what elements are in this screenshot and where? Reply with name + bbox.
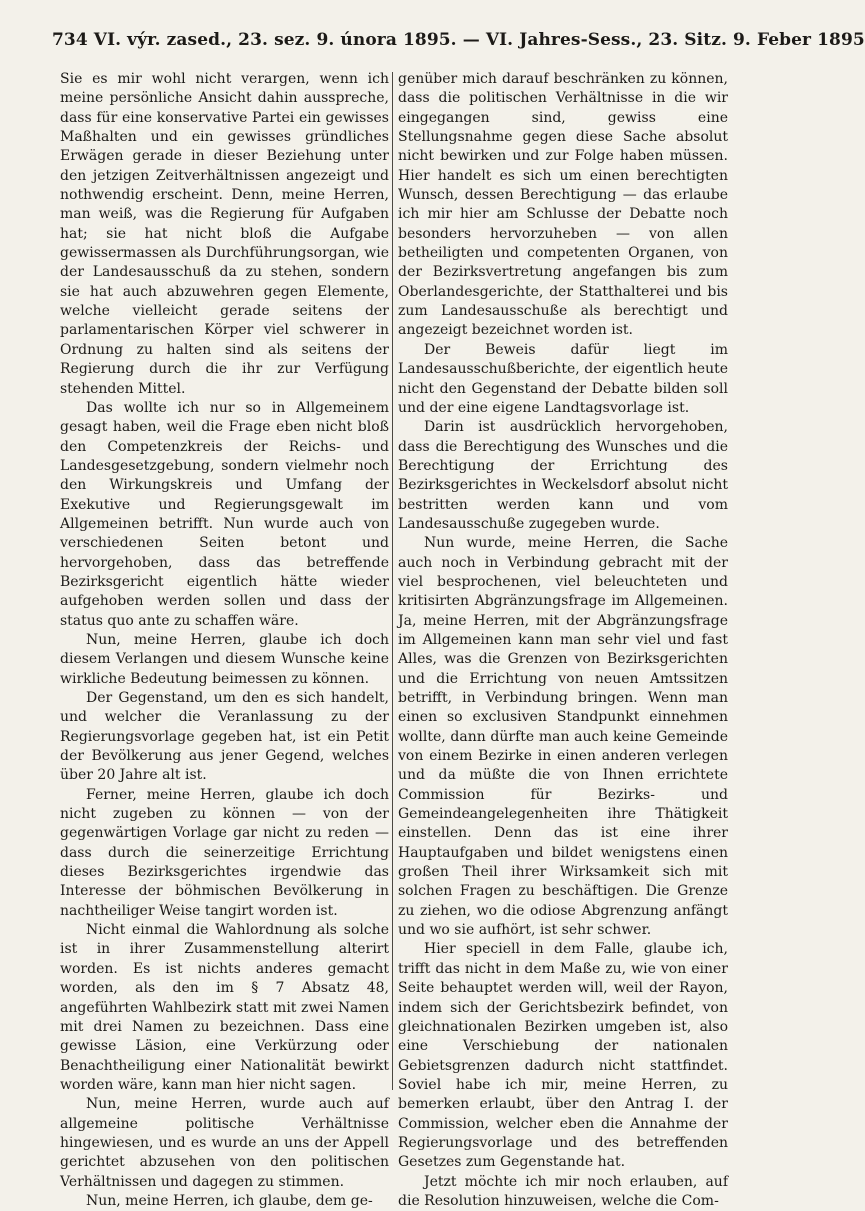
left-column — [60, 70, 389, 1211]
right-paragraph-1: genüber mich darauf beschränken zu können, dass die politischen Verhältnisse in die wir eingegangen sind, gewiss eine Stellungsnahme gegen diese Sache absolut nicht bewirken und zur Folge haben müssen. Hier handelt es sich um einen berechtigten Wunsch, dessen Berechtigung — das erlaube ich mir hier am Schlusse der Debatte noch besonders hervorzuheben — von allen betheiligten und competenten Organen, von der Bezirksvertretung angefangen bis zum Oberlandesgerichte, der Statthalterei und bis zum Landesausschuße als berechtigt und angezeigt bezeichnet worden ist. — [398, 71, 728, 339]
left-paragraph-4: Der Gegenstand, um den es sich handelt, und welcher die Veranlassung zu der Regierungsvorlage gegeben hat, ist ein Petit der Bevölkerung aus jener Gegend, welches über 20 Jahre alt ist. — [60, 690, 389, 784]
right-paragraph-6: Jetzt möchte ich mir noch erlauben, auf die Resolution hinzuweisen, welche die Com- — [398, 1173, 728, 1209]
page-header: 734 VI. výr. zased., 23. sez. 9. února 1895. — VI. Jahres-Sess., 23. Sitz. 9. Feber 1895 — [52, 30, 865, 50]
left-paragraph-3: Nun, meine Herren, glaube ich doch diesem Verlangen und diesem Wunsche keine wirkliche Bedeutung beimessen zu können. — [60, 631, 389, 687]
left-paragraph-6: Nicht einmal die Wahlordnung als solche ist in ihrer Zusammenstellung alterirt worden. Es ist nichts anderes gemacht worden, als den im § 7 Absatz 48, angeführten Wahlbezirk statt mit zwei Namen mit drei Namen zu bezeichnen. Dass eine gewisse Läsion, eine Verkürzung oder Benachtheiligung einer Nationalität bewirkt worden wäre, kann man hier nicht sagen. — [60, 922, 389, 1093]
right-paragraph-3: Darin ist ausdrücklich hervorgehoben, dass die Berechtigung des Wunsches und die Berechtigung der Errichtung des Bezirksgerichtes in Weckelsdorf absolut nicht bestritten werden kann und vom Landesausschuße zugegeben wurde. — [398, 419, 728, 532]
left-paragraph-2: Das wollte ich nur so in Allgemeinem gesagt haben, weil die Frage eben nicht bloß den Competenzkreis der Reichs- und Landesgesetzgebung, sondern vielmehr noch den Wirkungskreis und Umfang der Exekutive und Regierungsgewalt im Allgemeinen betrifft. Nun wurde auch von verschiedenen Seiten betont und hervorgehoben, dass das betreffende Bezirksgericht eigentlich hätte wieder aufgehoben werden sollen und dass der status quo ante zu schaffen wäre. — [60, 399, 389, 629]
right-paragraph-5: Hier speciell in dem Falle, glaube ich, trifft das nicht in dem Maße zu, wie von einer Seite behauptet werden will, weil der Rayon, indem sich der Gerichtsbezirk befindet, von gleichnationalen Bezirken umgeben ist, also eine Verschiebung der nationalen Gebietsgrenzen dadurch nicht stattfindet. Soviel habe ich mir, meine Herren, zu bemerken erlaubt, über den Antrag I. der Commission, welcher eben die Annahme der Regierungsvorlage und des betreffenden Gesetzes zum Gegenstande hat. — [398, 941, 728, 1171]
right-paragraph-4: Nun wurde, meine Herren, die Sache auch noch in Verbindung gebracht mit der viel besprochenen, viel beleuchteten und kritisirten Abgränzungsfrage im Allgemeinen. Ja, meine Herren, mit der Abgränzungsfrage im Allgemeinen kann man sehr viel und fast Alles, was die Grenzen von Bezirksgerichten und die Errichtung von neuen Amtssitzen betrifft, in Verbindung bringen. Wenn man einen so exclusiven Standpunkt einnehmen wollte, dann dürfte man auch keine Gemeinde von einem Bezirke in einen anderen verlegen und da müßte die von Ihnen errichtete Commission für Bezirks- und Gemeindeangelegenheiten ihre Thätigkeit einstellen. Denn das ist eine ihrer Hauptaufgaben und bildet wenigstens einen großen Theil ihrer Wirksamkeit sich mit solchen Fragen zu beschäftigen. Die Grenze zu ziehen, wo die odiose Abgrenzung anfängt und wo sie aufhört, ist sehr schwer. — [398, 535, 728, 939]
column-divider — [392, 72, 393, 1090]
left-paragraph-8: Nun, meine Herren, ich glaube, dem ge- — [86, 1192, 373, 1209]
right-column — [398, 70, 728, 1211]
left-paragraph-5: Ferner, meine Herren, glaube ich doch nicht zugeben zu können — von der gegenwärtigen Vorlage gar nicht zu reden — dass durch die seinerzeitige Errichtung dieses Bezirksgerichtes irgendwie das Interesse der böhmischen Bevölkerung in nachtheiliger Weise tangirt worden ist. — [60, 786, 389, 919]
left-paragraph-7: Nun, meine Herren, wurde auch auf allgemeine politische Verhältnisse hingewiesen, und es wurde an uns der Appell gerichtet abzusehen von den politischen Verhältnissen und dagegen zu stimmen. — [60, 1096, 389, 1190]
right-paragraph-2: Der Beweis dafür liegt im Landesausschußberichte, der eigentlich heute nicht den Gegenstand der Debatte bilden soll und der eine eigene Landtagsvorlage ist. — [398, 341, 728, 416]
left-paragraph-1: Sie es mir wohl nicht verargen, wenn ich meine persönliche Ansicht dahin ausspreche, dass für eine konservative Partei ein gewisses Maßhalten und ein gewisses gründliches Erwägen gerade in dieser Beziehung unter den jetzigen Zeitverhältnissen angezeigt und nothwendig erscheint. Denn, meine Herren, man weiß, was die Regierung für Aufgaben hat; sie hat nicht bloß die Aufgabe gewissermassen als Durchführungsorgan, wie der Landesausschuß da zu stehen, sondern sie hat auch abzuwehren gegen Elemente, welche vielleicht gerade seitens der parlamentarischen Körper viel schwerer in Ordnung zu halten sind als seitens der Regierung durch die ihr zur Verfügung stehenden Mittel. — [60, 71, 389, 397]
